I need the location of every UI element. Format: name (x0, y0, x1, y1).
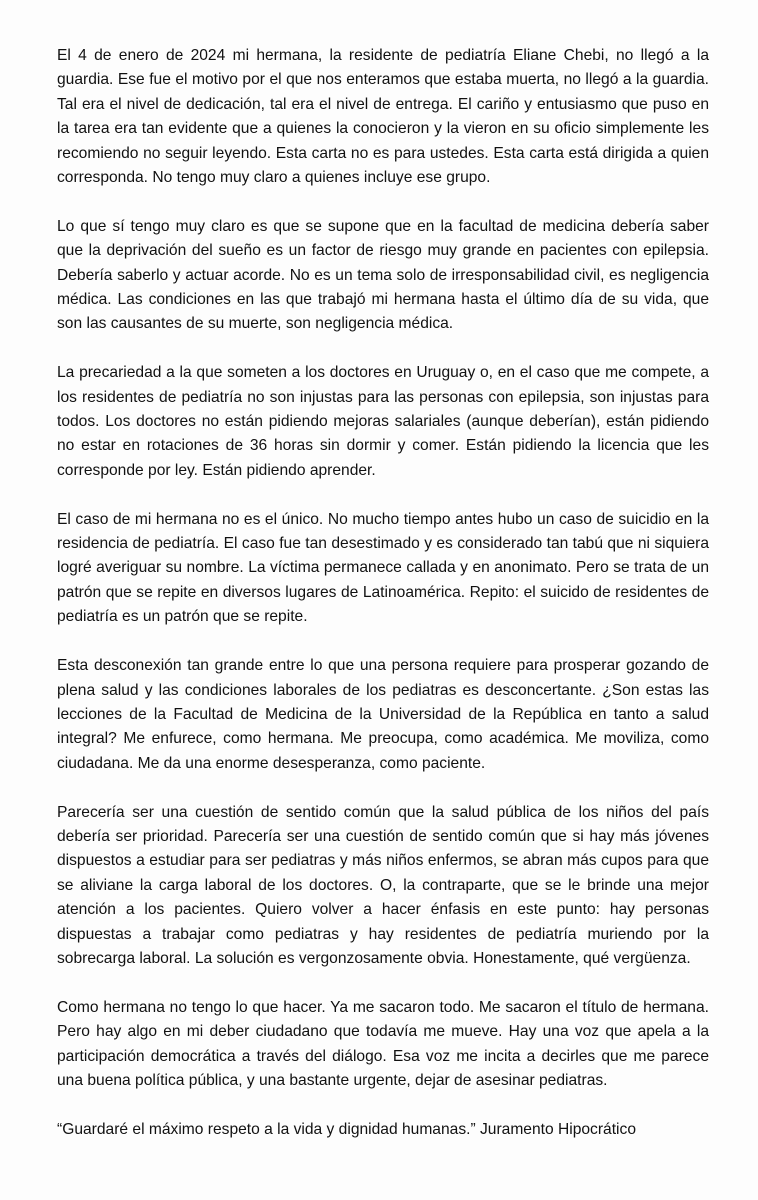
paragraph-7: Como hermana no tengo lo que hacer. Ya me sacaron todo. Me sacaron el título de hermana. Pero hay algo en mi deber ciudadano que todavía me mueve. Hay una voz que apela a la participación democrática a través del diálogo. Esa voz me incita a decirles que me parece una buena política pública, y una bastante urgente, dejar de asesinar pediatras. (57, 998, 709, 1089)
letter-body (57, 44, 709, 1142)
paragraph-5: Esta desconexión tan grande entre lo que una persona requiere para prosperar gozando de plena salud y las condiciones laborales de los pediatras es desconcertante. ¿Son estas las lecciones de la Facultad de Medicina de la Universidad de la República en tanto a salud integral? Me enfurece, como hermana. Me preocupa, como académica. Me moviliza, como ciudadana. Me da una enorme desesperanza, como paciente. (57, 657, 709, 772)
paragraph-4: El caso de mi hermana no es el único. No mucho tiempo antes hubo un caso de suicidio en la residencia de pediatría. El caso fue tan desestimado y es considerado tan tabú que ni siquiera logré averiguar su nombre. La víctima permanece callada y en anonimato. Pero se trata de un patrón que se repite en diversos lugares de Latinoamérica. Repito: el suicido de residentes de pediatría es un patrón que se repite. (57, 510, 709, 626)
paragraph-3: La precariedad a la que someten a los doctores en Uruguay o, en el caso que me compete, a los residentes de pediatría no son injustas para las personas con epilepsia, son injustas para todos. Los doctores no están pidiendo mejoras salariales (aunque deberían), están pidiendo no estar en rotaciones de 36 horas sin dormir y comer. Están pidiendo la licencia que les corresponde por ley. Están pidiendo aprender. (57, 364, 709, 479)
paragraph-6: Parecería ser una cuestión de sentido común que la salud pública de los niños del país debería ser prioridad. Parecería ser una cuestión de sentido común que si hay más jóvenes dispuestos a estudiar para ser pediatras y más niños enfermos, se abran más cupos para que se aliviane la carga laboral de los doctores. O, la contraparte, que se le brinde una mejor atención a los pacientes. Quiero volver a hacer énfasis en este punto: hay personas dispuestas a trabajar como pediatras y hay residentes de pediatría muriendo por la sobrecarga laboral. La solución es vergonzosamente obvia. Honestamente, qué vergüenza. (57, 803, 709, 967)
paragraph-2: Lo que sí tengo muy claro es que se supone que en la facultad de medicina debería saber que la deprivación del sueño es un factor de riesgo muy grande en pacientes con epilepsia. Debería saberlo y actuar acorde. No es un tema solo de irresponsabilidad civil, es negligencia médica. Las condiciones en las que trabajó mi hermana hasta el último día de su vida, que son las causantes de su muerte, son negligencia médica. (57, 217, 709, 333)
closing-quote: “Guardaré el máximo respeto a la vida y dignidad humanas.” Juramento Hipocrático (57, 1120, 636, 1138)
paragraph-1: El 4 de enero de 2024 mi hermana, la residente de pediatría Eliane Chebi, no llegó a la guardia. Ese fue el motivo por el que nos enteramos que estaba muerta, no llegó a la guardia. Tal era el nivel de dedicación, tal era el nivel de entrega. El cariño y entusiasmo que puso en la tarea era tan evidente que a quienes la conocieron y la vieron en su oficio simplemente les recomiendo no seguir leyendo. Esta carta no es para ustedes. Esta carta está dirigida a quien corresponda. No tengo muy claro a quienes incluye ese grupo. (57, 47, 709, 187)
